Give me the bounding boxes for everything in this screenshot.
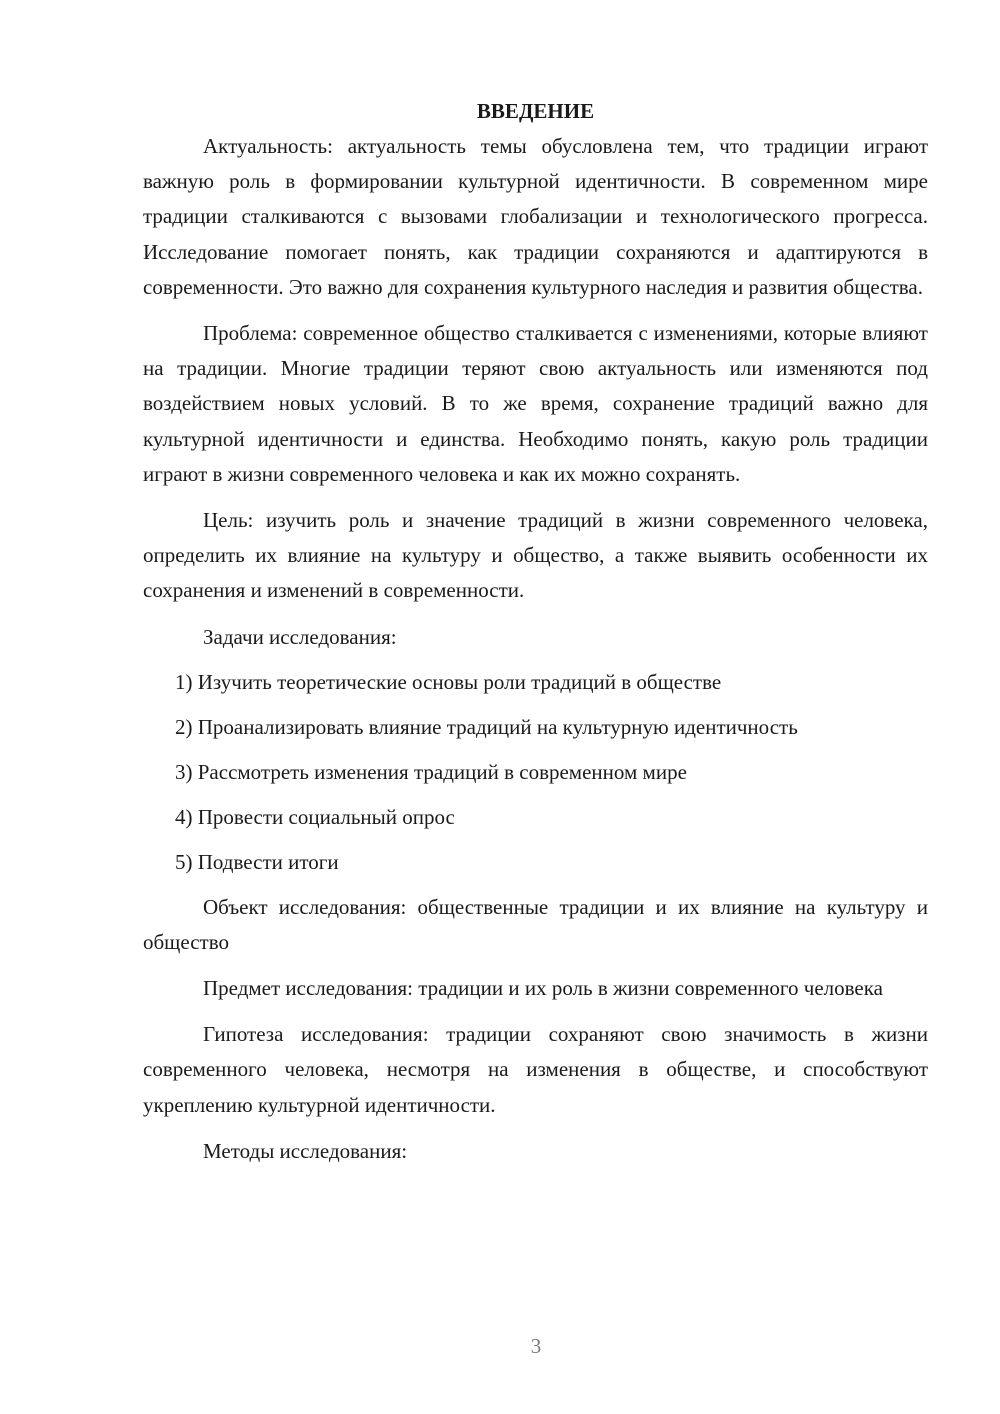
goal-paragraph: Цель: изучить роль и значение традиций в жизни современного человека, определить их влияние на культуру и общество, а также выявить особенности их сохранения и изменений в современности. bbox=[143, 508, 928, 603]
subject-paragraph: Предмет исследования: традиции и их роль в жизни современного человека bbox=[203, 976, 883, 1001]
list-item: 2) Проанализировать влияние традиций на культурную идентичность bbox=[175, 714, 798, 739]
page-number: 3 bbox=[530, 1334, 542, 1358]
page-title: ВВЕДЕНИЕ bbox=[476, 99, 595, 123]
page-content bbox=[143, 94, 928, 1179]
tasks-list bbox=[143, 665, 928, 880]
list-item: 1) Изучить теоретические основы роли традиций в обществе bbox=[175, 669, 722, 694]
list-item: 3) Рассмотреть изменения традиций в современном мире bbox=[175, 759, 687, 784]
object-paragraph: Объект исследования: общественные традиции и их влияние на культуру и общество bbox=[143, 894, 928, 954]
list-item: 5) Подвести итоги bbox=[175, 849, 339, 874]
methods-heading: Методы исследования: bbox=[203, 1138, 408, 1163]
hypothesis-paragraph: Гипотеза исследования: традиции сохраняют свою значимость в жизни современного человека, несмотря на изменения в обществе, и способствуют укреплению культурной идентичности. bbox=[143, 1022, 928, 1117]
problem-paragraph: Проблема: современное общество сталкивается с изменениями, которые влияют на традиции. Многие традиции теряют свою актуальность или изменяются под воздействием новых условий. В то же время, сохранение традиций важно для культурной идентичности и единства. Необходимо понять, какую роль традиции играют в жизни современного человека и как их можно сохранять. bbox=[143, 321, 928, 486]
relevance-paragraph: Актуальность: актуальность темы обусловлена тем, что традиции играют важную роль в формировании культурной идентичности. В современном мире традиции сталкиваются с вызовами глобализации и технологического прогресса. Исследование помогает понять, как традиции сохраняются и адаптируются в современности. Это важно для сохранения культурного наследия и развития общества. bbox=[143, 134, 928, 299]
list-item: 4) Провести социальный опрос bbox=[175, 804, 455, 829]
tasks-heading: Задачи исследования: bbox=[203, 624, 397, 649]
